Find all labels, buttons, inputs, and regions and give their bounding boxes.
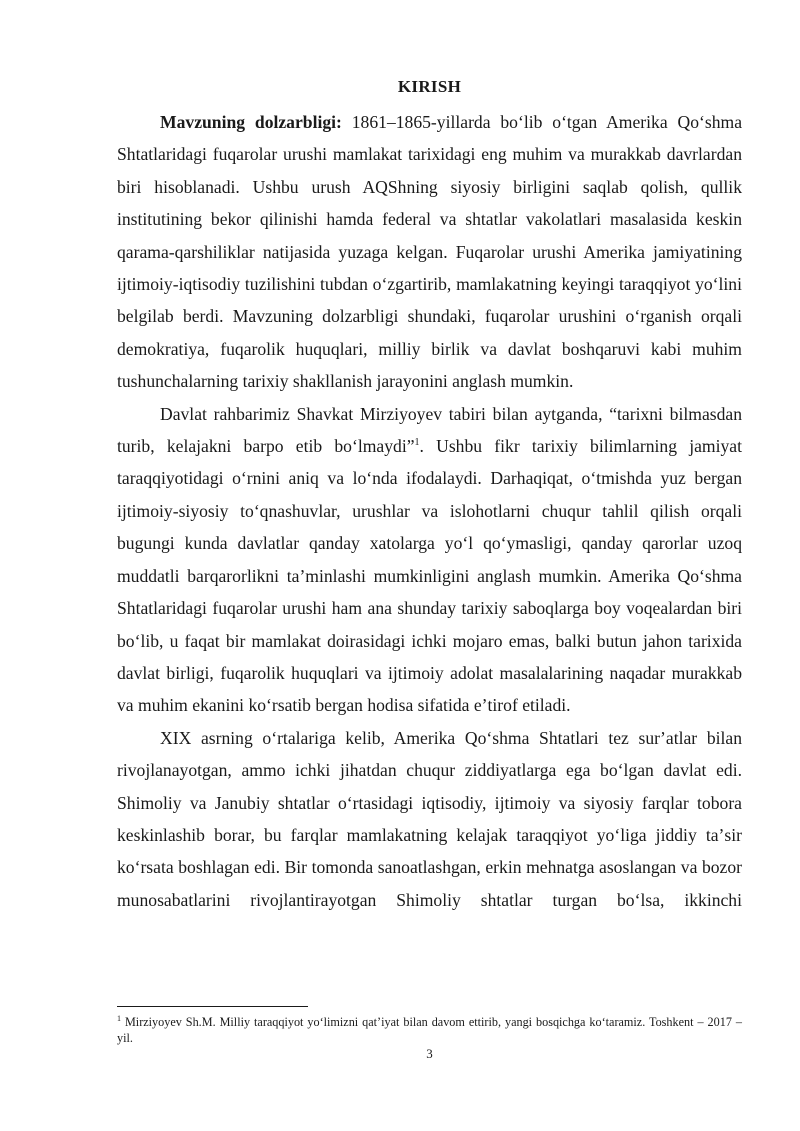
- footnote-number: 1: [117, 1013, 121, 1023]
- paragraph-text: 1861–1865-yillarda boʻlib oʻtgan Amerika Qoʻshma Shtatlaridagi fuqarolar urushi mamlakat tarixidagi eng muhim va murakkab davrlardan biri hisoblanadi. Ushbu urush AQShning siyosiy birligini saqlab qolish, qullik institutining bekor qilinishi hamda federal va shtatlar vakolatlari masalasida keskin qarama-qarshiliklar natijasida yuzaga kelgan. Fuqarolar urushi Amerika jamiyatining ijtimoiy-iqtisodiy tuzilishini tubdan oʻzgartirib, mamlakatning keyingi taraqqiyot yoʻlini belgilab berdi. Mavzuning dolzarbligi shundaki, fuqarolar urushini oʻrganish orqali demokratiya, fuqarolik huquqlari, milliy birlik va davlat boshqaruvi kabi muhim tushunchalarning tarixiy shakllanish jarayonini anglash mumkin.: [117, 112, 743, 392]
- paragraph-lead: Mavzuning dolzarbligi:: [160, 112, 342, 132]
- paragraph-text: . Ushbu fikr tarixiy bilimlarning jamiyat taraqqiyotidagi oʻrnini aniq va loʻnda ifodalaydi. Darhaqiqat, oʻtmishda yuz bergan ijtimoiy-siyosiy toʻqnashuvlar, urushlar va islohotlarni chuqur tahlil qilish orqali bugungi kunda davlatlar qanday xatolarga yoʻl qoʻymasligi, qanday qarorlar uzoq muddatli barqarorlikni taʼminlashi mumkinligini anglash mumkin. Amerika Qoʻshma Shtatlaridagi fuqarolar urushi ham ana shunday tarixiy saboqlarga boy voqealardan biri boʻlib, u faqat bir mamlakat doirasidagi ichki mojaro emas, balki butun jahon tarixida davlat birligi, fuqarolik huquqlari va ijtimoiy adolat masalalarining naqadar murakkab va muhim ekanini koʻrsatib bergan hodisa sifatida eʼtirof etiladi.: [117, 436, 742, 716]
- footnote: [117, 1014, 742, 1046]
- body-text: [117, 106, 742, 916]
- footnote-text: Mirziyoyev Sh.M. Milliy taraqqiyot yoʻlimizni qatʼiyat bilan davom ettirib, yangi bosqichga koʻtaramiz. Toshkent – 2017 –yil.: [117, 1015, 742, 1045]
- paragraph-nineteenth-century: [117, 722, 742, 916]
- paragraph-text: XIX asrning oʻrtalariga kelib, Amerika Qoʻshma Shtatlari tez surʼatlar bilan rivojlanayotgan, ammo ichki jihatdan chuqur ziddiyatlarga ega boʻlgan davlat edi. Shimoliy va Janubiy shtatlar oʻrtasidagi iqtisodiy, ijtimoiy va siyosiy farqlar tobora keskinlashib borar, bu farqlar mamlakatning kelajak taraqqiyot yoʻliga jiddiy taʼsir koʻrsata boshlagan edi. Bir tomonda sanoatlashgan, erkin mehnatga asoslangan va bozor munosabatlarini rivojlantirayotgan Shimoliy shtatlar turgan boʻlsa, ikkinchi: [117, 727, 742, 910]
- paragraph-quote: [117, 398, 742, 722]
- section-heading: KIRISH: [397, 77, 462, 96]
- paragraph-relevance: [117, 106, 742, 398]
- footnote-divider: [117, 1006, 308, 1007]
- footnote-reference[interactable]: 1: [414, 437, 420, 449]
- page-number: 3: [426, 1046, 433, 1061]
- paragraph-text: Davlat rahbarimiz Shavkat Mirziyoyev tabiri bilan aytganda, “tarixni bilmasdan turib, kelajakni barpo etib boʻlmaydi”: [117, 403, 742, 457]
